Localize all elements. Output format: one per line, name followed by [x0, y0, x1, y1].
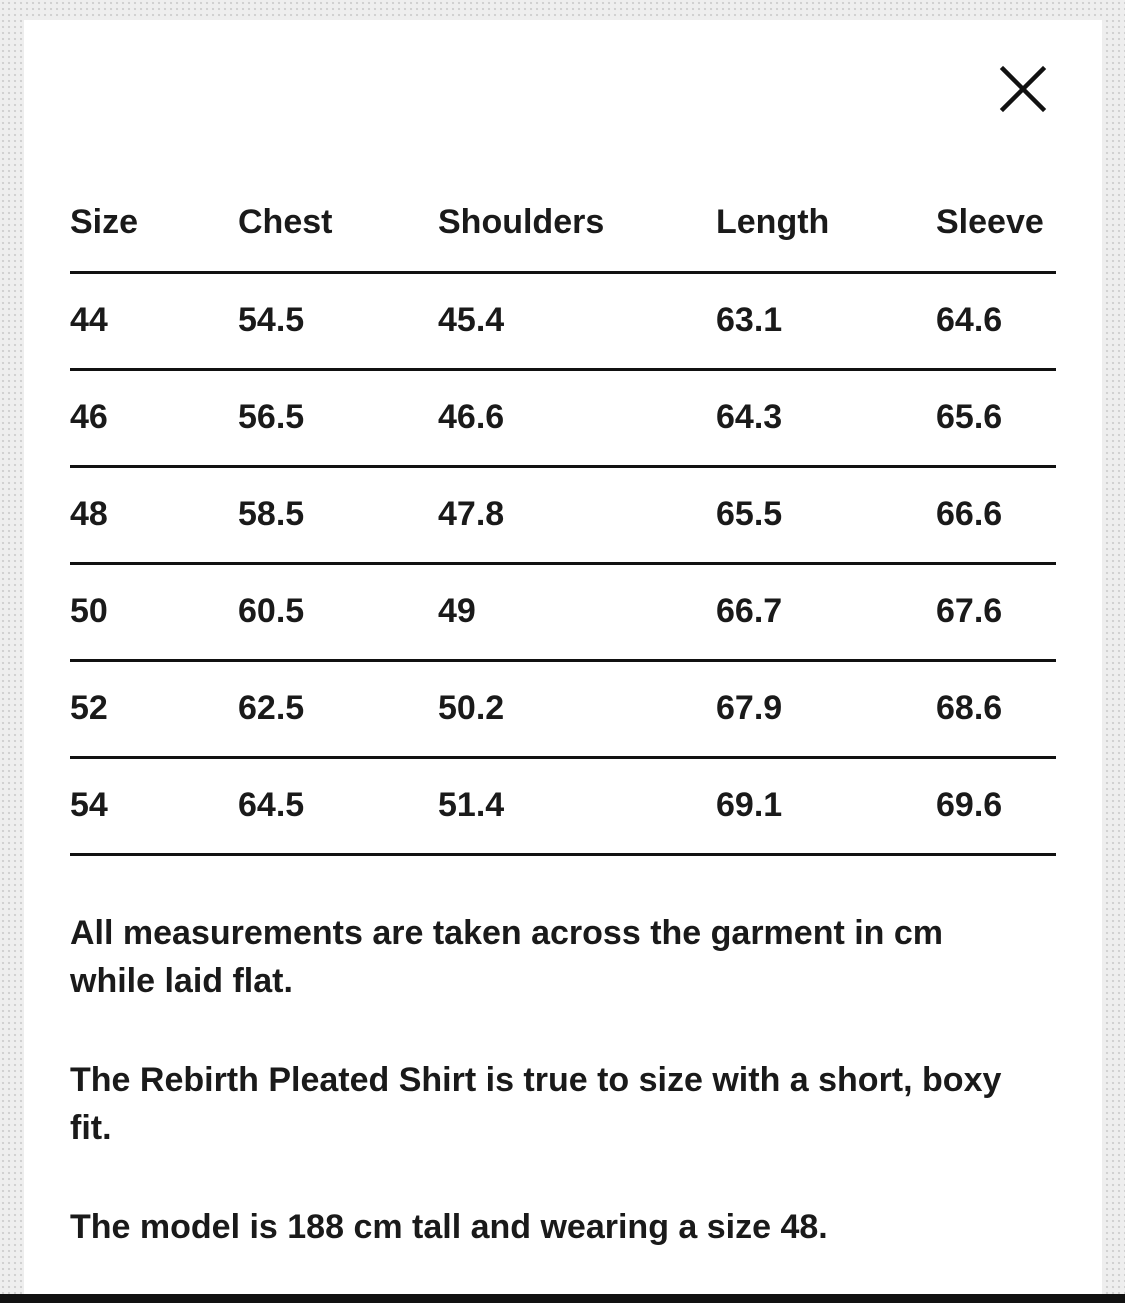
- cell-length: 67.9: [716, 660, 936, 757]
- cell-length: 64.3: [716, 369, 936, 466]
- table-row: [70, 757, 1056, 854]
- table-row: [70, 466, 1056, 563]
- model-note: The model is 188 cm tall and wearing a size 48.: [70, 1208, 828, 1246]
- header-chest: Chest: [238, 175, 438, 272]
- cell-length: 66.7: [716, 563, 936, 660]
- cell-shoulders: 50.2: [438, 660, 716, 757]
- cell-sleeve: 67.6: [936, 563, 1056, 660]
- cell-size: 52: [70, 660, 238, 757]
- cell-chest: 56.5: [238, 369, 438, 466]
- cell-size: 48: [70, 466, 238, 563]
- header-shoulders: Shoulders: [438, 175, 716, 272]
- header-length: Length: [716, 175, 936, 272]
- cell-shoulders: 46.6: [438, 369, 716, 466]
- cell-shoulders: 51.4: [438, 757, 716, 854]
- cell-length: 65.5: [716, 466, 936, 563]
- size-chart-table: [70, 175, 1056, 856]
- cell-sleeve: 65.6: [936, 369, 1056, 466]
- table-row: [70, 369, 1056, 466]
- cell-shoulders: 49: [438, 563, 716, 660]
- close-button[interactable]: [996, 62, 1050, 116]
- bottom-bar: [0, 1294, 1125, 1303]
- table-row: [70, 563, 1056, 660]
- cell-chest: 60.5: [238, 563, 438, 660]
- fit-note: The Rebirth Pleated Shirt is true to size with a short, boxy fit.: [70, 1061, 1002, 1147]
- cell-size: 54: [70, 757, 238, 854]
- cell-shoulders: 45.4: [438, 272, 716, 369]
- cell-shoulders: 47.8: [438, 466, 716, 563]
- table-row: [70, 272, 1056, 369]
- cell-size: 44: [70, 272, 238, 369]
- cell-size: 50: [70, 563, 238, 660]
- close-icon: [996, 62, 1050, 116]
- header-size: Size: [70, 175, 238, 272]
- measurement-note: All measurements are taken across the garment in cm while laid flat.: [70, 914, 944, 1000]
- table-header-row: [70, 175, 1056, 272]
- cell-length: 63.1: [716, 272, 936, 369]
- cell-sleeve: 66.6: [936, 466, 1056, 563]
- cell-chest: 58.5: [238, 466, 438, 563]
- size-guide-modal: [24, 20, 1102, 1294]
- table-row: [70, 660, 1056, 757]
- cell-size: 46: [70, 369, 238, 466]
- cell-chest: 64.5: [238, 757, 438, 854]
- cell-sleeve: 68.6: [936, 660, 1056, 757]
- header-sleeve: Sleeve: [936, 175, 1056, 272]
- cell-chest: 54.5: [238, 272, 438, 369]
- cell-chest: 62.5: [238, 660, 438, 757]
- cell-sleeve: 64.6: [936, 272, 1056, 369]
- cell-sleeve: 69.6: [936, 757, 1056, 854]
- cell-length: 69.1: [716, 757, 936, 854]
